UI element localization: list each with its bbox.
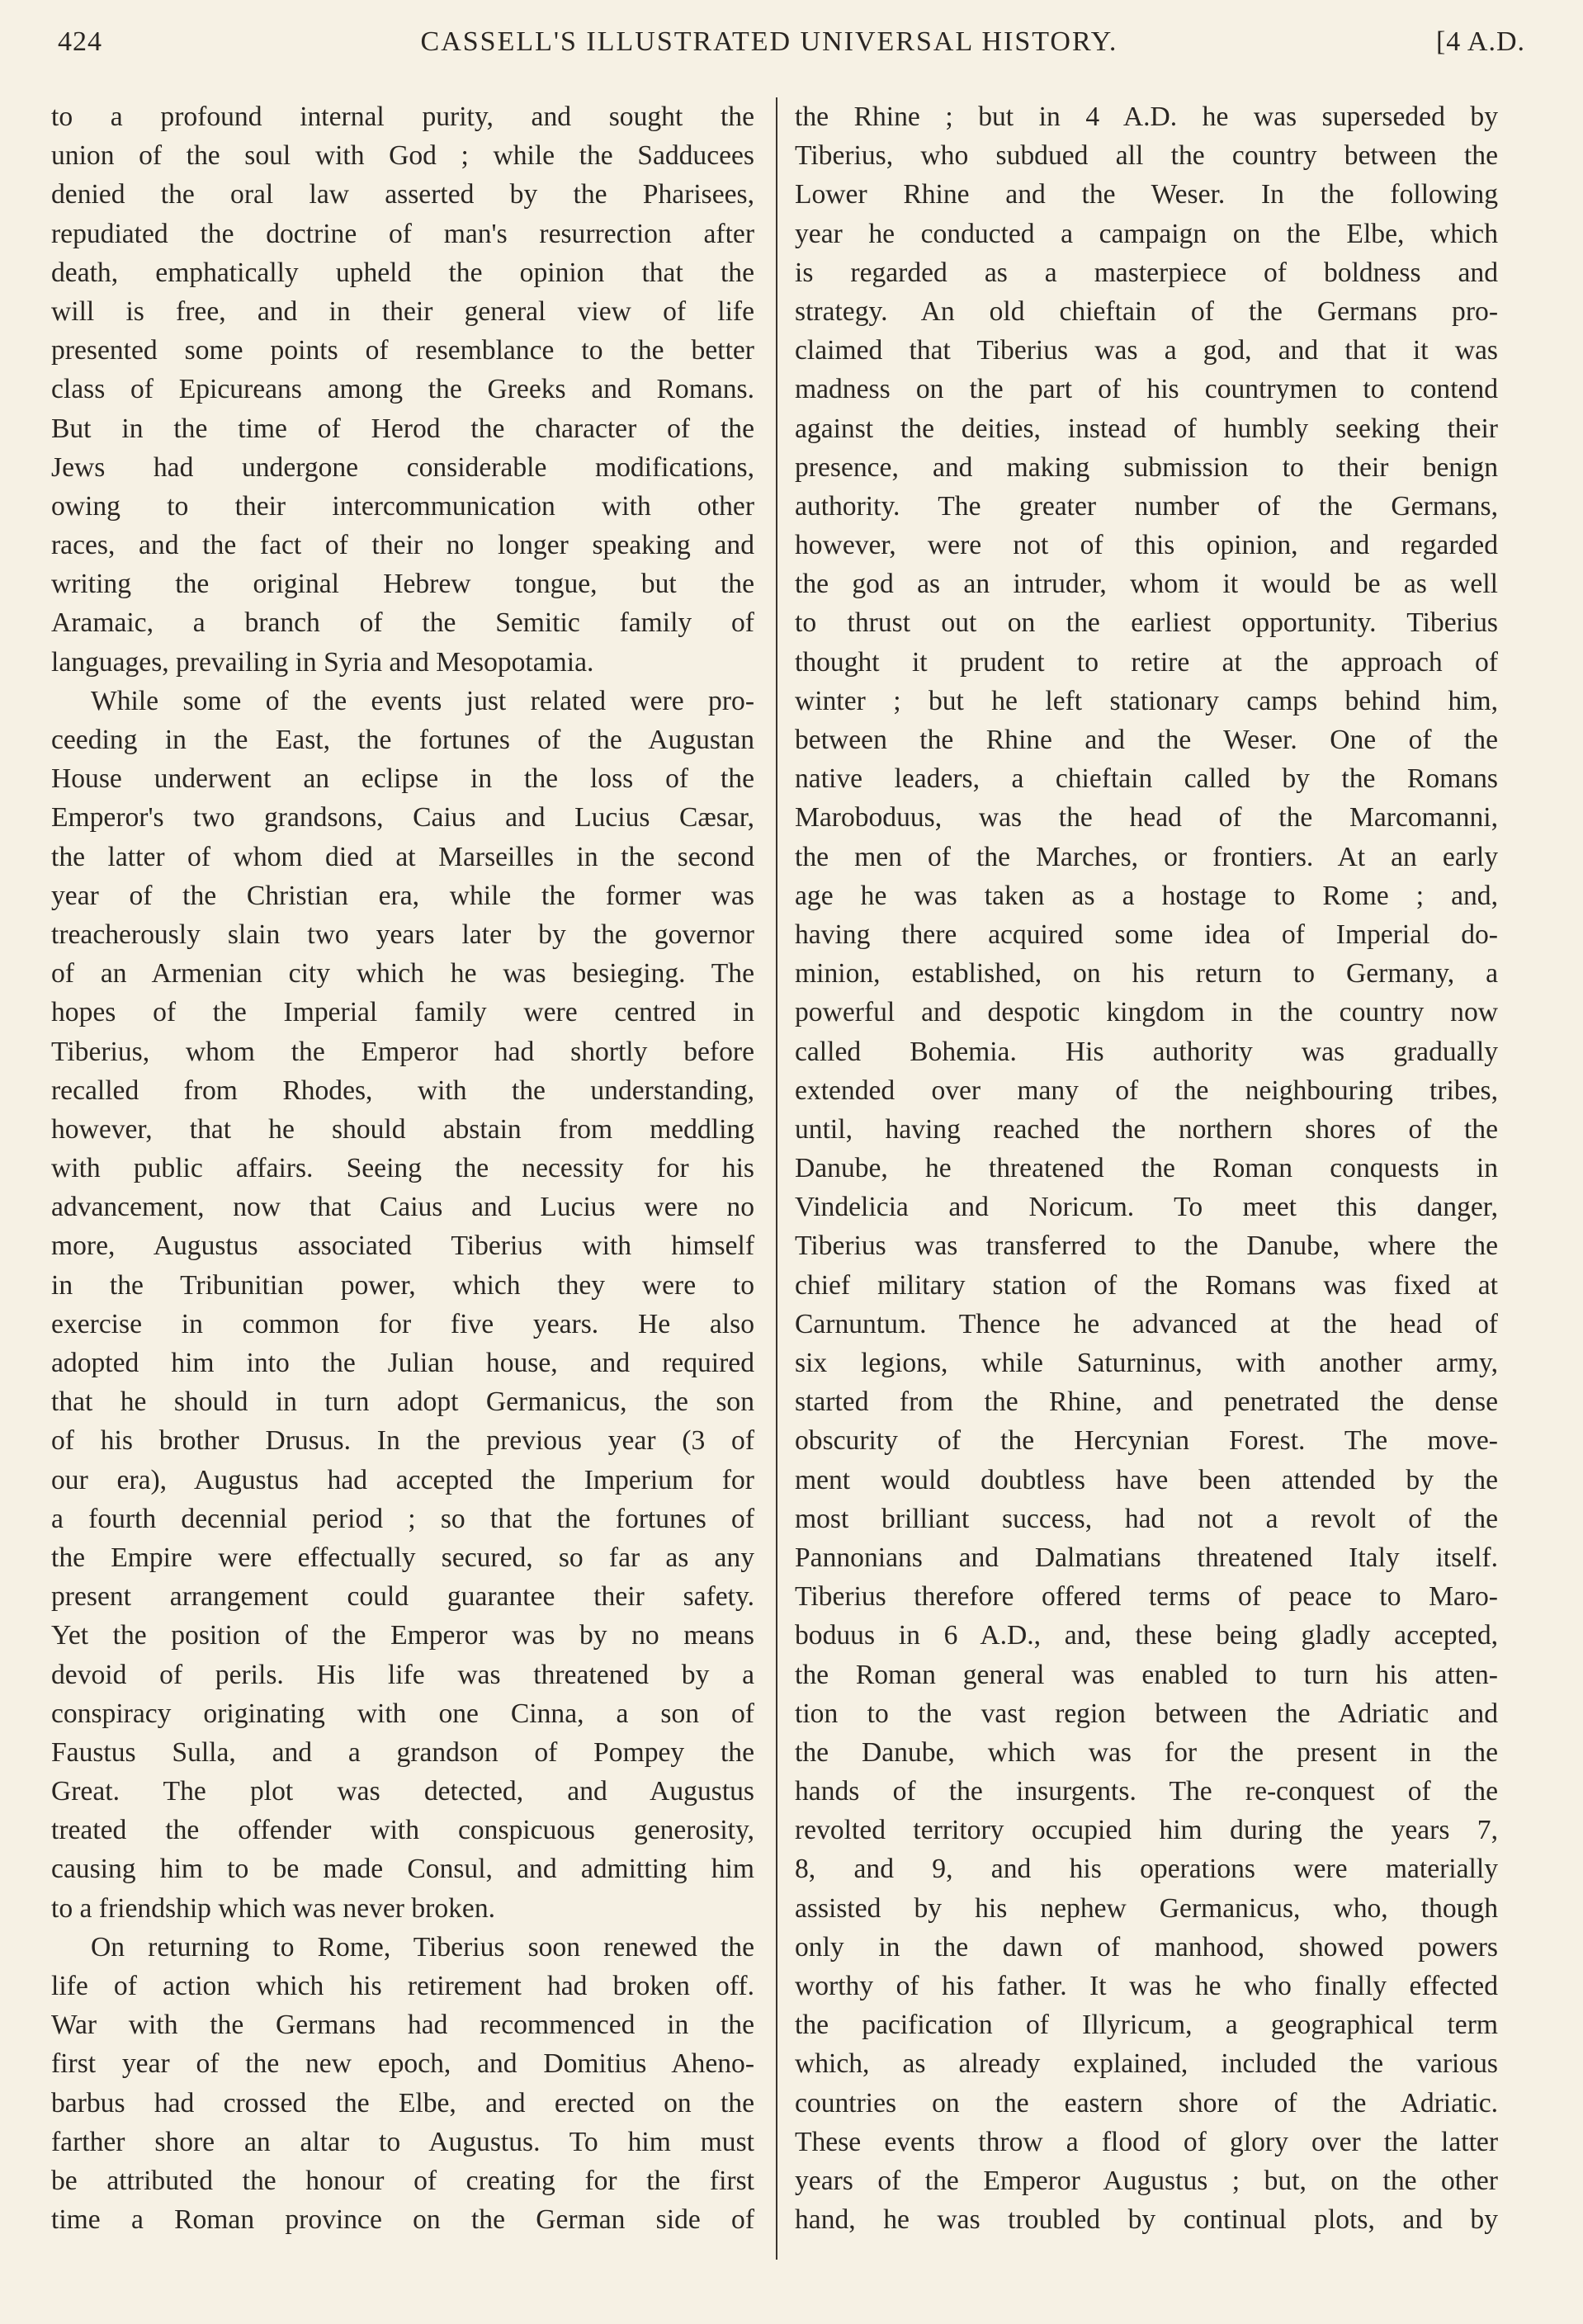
text-line: Great. The plot was detected, and Augustus xyxy=(51,1776,754,1807)
text-line: repudiated the doctrine of man's resurrection after xyxy=(51,218,754,249)
text-line: hands of the insurgents. The re-conquest of the xyxy=(795,1776,1498,1807)
text-line: Maroboduus, was the head of the Marcomanni, xyxy=(795,802,1498,834)
text-line: however, were not of this opinion, and regarded xyxy=(795,530,1498,561)
text-line: obscurity of the Hercynian Forest. The move- xyxy=(795,1425,1498,1457)
text-line: the god as an intruder, whom it would be as well xyxy=(795,569,1498,600)
text-line: the Roman general was enabled to turn his atten- xyxy=(795,1659,1498,1690)
text-line: advancement, now that Caius and Lucius were no xyxy=(51,1192,754,1223)
text-line: is regarded as a masterpiece of boldness and xyxy=(795,257,1498,288)
text-line: started from the Rhine, and penetrated the dense xyxy=(795,1386,1498,1418)
text-line: presented some points of resemblance to the better xyxy=(51,335,754,366)
text-line: extended over many of the neighbouring tribes, xyxy=(795,1075,1498,1106)
column-divider xyxy=(776,97,777,2260)
text-line: assisted by his nephew Germanicus, who, though xyxy=(795,1892,1498,1924)
date-marker: [4 A.D. xyxy=(1435,26,1525,57)
text-line: Yet the position of the Emperor was by no means xyxy=(51,1620,754,1651)
text-line: War with the Germans had recommenced in the xyxy=(51,2010,754,2041)
text-line: claimed that Tiberius was a god, and that it was xyxy=(795,335,1498,366)
text-line: which, as already explained, included the various xyxy=(795,2048,1498,2080)
text-line: Aramaic, a branch of the Semitic family of xyxy=(51,607,754,639)
text-line: native leaders, a chieftain called by the Romans xyxy=(795,763,1498,795)
text-line: minion, established, on his return to Germany, a xyxy=(795,958,1498,990)
text-line: winter ; but he left stationary camps behind him, xyxy=(795,685,1498,716)
text-line: Tiberius, who subdued all the country between the xyxy=(795,140,1498,172)
text-line: class of Epicureans among the Greeks and Romans. xyxy=(51,374,754,405)
text-line: until, having reached the northern shores of the xyxy=(795,1113,1498,1145)
text-line: of his brother Drusus. In the previous year (3 of xyxy=(51,1425,754,1457)
text-line: ceeding in the East, the fortunes of the Augustan xyxy=(51,725,754,755)
text-line: devoid of perils. His life was threatened by a xyxy=(51,1659,754,1690)
text-line: countries on the eastern shore of the Adriatic. xyxy=(795,2087,1498,2119)
running-header xyxy=(58,26,1525,73)
text-line: union of the soul with God ; while the Sadducees xyxy=(51,140,754,172)
text-line: thought it prudent to retire at the approach of xyxy=(795,646,1498,678)
text-line: that he should in turn adopt Germanicus, the son xyxy=(51,1386,754,1418)
text-line: authority. The greater number of the Germans, xyxy=(795,490,1498,522)
text-line: revolted territory occupied him during the years 7, xyxy=(795,1815,1498,1846)
text-line: hand, he was troubled by continual plots, and by xyxy=(795,2204,1498,2236)
text-line: the Rhine ; but in 4 A.D. he was superseded by xyxy=(795,102,1498,132)
text-line: Carnuntum. Thence he advanced at the head of xyxy=(795,1308,1498,1339)
text-line: six legions, while Saturninus, with another army, xyxy=(795,1348,1498,1378)
text-line: On returning to Rome, Tiberius soon renewed the xyxy=(91,1931,754,1963)
text-line: causing him to be made Consul, and admitting him xyxy=(51,1854,754,1885)
text-line: Jews had undergone considerable modifications, xyxy=(51,451,754,483)
page-number: 424 xyxy=(58,26,102,57)
text-line: denied the oral law asserted by the Pharisees, xyxy=(51,179,754,210)
text-line: having there acquired some idea of Imperial do- xyxy=(795,919,1498,950)
text-line: death, emphatically upheld the opinion that the xyxy=(51,257,754,288)
text-line: most brilliant success, had not a revolt of the xyxy=(795,1503,1498,1534)
text-line: Tiberius, whom the Emperor had shortly before xyxy=(51,1036,754,1067)
text-line: owing to their intercommunication with other xyxy=(51,490,754,522)
text-line: Pannonians and Dalmatians threatened Italy itself. xyxy=(795,1542,1498,1573)
text-line: Danube, he threatened the Roman conquests in xyxy=(795,1153,1498,1184)
text-line: Vindelicia and Noricum. To meet this danger, xyxy=(795,1192,1498,1223)
text-line: recalled from Rhodes, with the understanding, xyxy=(51,1075,754,1106)
text-line: to a friendship which was never broken. xyxy=(51,1892,496,1924)
text-line: the Danube, which was for the present in the xyxy=(795,1736,1498,1768)
text-line: years of the Emperor Augustus ; but, on the other xyxy=(795,2165,1498,2196)
text-line: boduus in 6 A.D., and, these being gladly accepted, xyxy=(795,1620,1498,1651)
text-line: ment would doubtless have been attended by the xyxy=(795,1464,1498,1495)
text-line: against the deities, instead of humbly seeking their xyxy=(795,413,1498,444)
text-line: present arrangement could guarantee their safety. xyxy=(51,1581,754,1613)
text-line: a fourth decennial period ; so that the fortunes of xyxy=(51,1503,754,1534)
text-line: between the Rhine and the Weser. One of the xyxy=(795,725,1498,755)
text-line: tion to the vast region between the Adriatic and xyxy=(795,1698,1498,1729)
left-column xyxy=(51,97,754,2239)
text-line: time a Roman province on the German side of xyxy=(51,2204,754,2236)
text-line: 8, and 9, and his operations were materially xyxy=(795,1854,1498,1885)
text-line: powerful and despotic kingdom in the country now xyxy=(795,997,1498,1028)
text-line: the latter of whom died at Marseilles in the second xyxy=(51,841,754,872)
text-line: adopted him into the Julian house, and required xyxy=(51,1348,754,1378)
text-line: the Empire were effectually secured, so far as any xyxy=(51,1542,754,1573)
text-line: to a profound internal purity, and sought the xyxy=(51,102,754,132)
text-line: in the Tribunitian power, which they were to xyxy=(51,1269,754,1301)
text-line: presence, and making submission to their benign xyxy=(795,451,1498,483)
text-line: While some of the events just related were pro- xyxy=(91,685,754,716)
text-line: Emperor's two grandsons, Caius and Lucius Cæsar, xyxy=(51,802,754,834)
text-line: life of action which his retirement had broken off. xyxy=(51,1971,754,2001)
text-line: age he was taken as a hostage to Rome ; and, xyxy=(795,880,1498,911)
text-line: of an Armenian city which he was besieging. The xyxy=(51,958,754,990)
text-line: be attributed the honour of creating for the first xyxy=(51,2165,754,2196)
text-line: races, and the fact of their no longer speaking and xyxy=(51,530,754,561)
text-line: year he conducted a campaign on the Elbe, which xyxy=(795,218,1498,249)
text-line: These events throw a flood of glory over the latter xyxy=(795,2126,1498,2157)
running-title: CASSELL'S ILLUSTRATED UNIVERSAL HISTORY. xyxy=(420,26,1118,57)
right-column xyxy=(795,97,1498,2239)
text-line: treacherously slain two years later by the governor xyxy=(51,919,754,950)
text-line: only in the dawn of manhood, showed powers xyxy=(795,1931,1498,1963)
text-line: Faustus Sulla, and a grandson of Pompey the xyxy=(51,1736,754,1768)
text-line: first year of the new epoch, and Domitius Aheno- xyxy=(51,2048,754,2080)
text-line: madness on the part of his countrymen to contend xyxy=(795,374,1498,405)
text-line: worthy of his father. It was he who finally effected xyxy=(795,1971,1498,2001)
text-line: chief military station of the Romans was fixed at xyxy=(795,1269,1498,1301)
text-line: writing the original Hebrew tongue, but the xyxy=(51,569,754,600)
text-line: Tiberius was transferred to the Danube, where the xyxy=(795,1230,1498,1262)
text-line: year of the Christian era, while the former was xyxy=(51,880,754,911)
text-line: more, Augustus associated Tiberius with himself xyxy=(51,1230,754,1262)
text-line: the pacification of Illyricum, a geographical term xyxy=(795,2010,1498,2041)
text-line: House underwent an eclipse in the loss of the xyxy=(51,763,754,795)
text-line: Tiberius therefore offered terms of peace to Maro- xyxy=(795,1581,1498,1613)
text-line: exercise in common for five years. He also xyxy=(51,1308,754,1339)
text-line: conspiracy originating with one Cinna, a son of xyxy=(51,1698,754,1729)
text-line: Lower Rhine and the Weser. In the following xyxy=(795,179,1498,210)
text-line: treated the offender with conspicuous generosity, xyxy=(51,1815,754,1846)
text-line: strategy. An old chieftain of the Germans pro- xyxy=(795,295,1498,327)
text-line: farther shore an altar to Augustus. To him must xyxy=(51,2126,754,2157)
text-line: to thrust out on the earliest opportunity. Tiberius xyxy=(795,607,1498,639)
text-line: called Bohemia. His authority was gradually xyxy=(795,1036,1498,1067)
text-line: will is free, and in their general view of life xyxy=(51,295,754,327)
text-line: barbus had crossed the Elbe, and erected on the xyxy=(51,2087,754,2119)
text-line: the men of the Marches, or frontiers. At an early xyxy=(795,841,1498,872)
text-line: hopes of the Imperial family were centred in xyxy=(51,997,754,1028)
text-line: however, that he should abstain from meddling xyxy=(51,1113,754,1145)
text-line: our era), Augustus had accepted the Imperium for xyxy=(51,1464,754,1495)
text-line: with public affairs. Seeing the necessity for his xyxy=(51,1153,754,1184)
text-line: But in the time of Herod the character of the xyxy=(51,413,754,444)
text-line: languages, prevailing in Syria and Mesopotamia. xyxy=(51,646,594,678)
